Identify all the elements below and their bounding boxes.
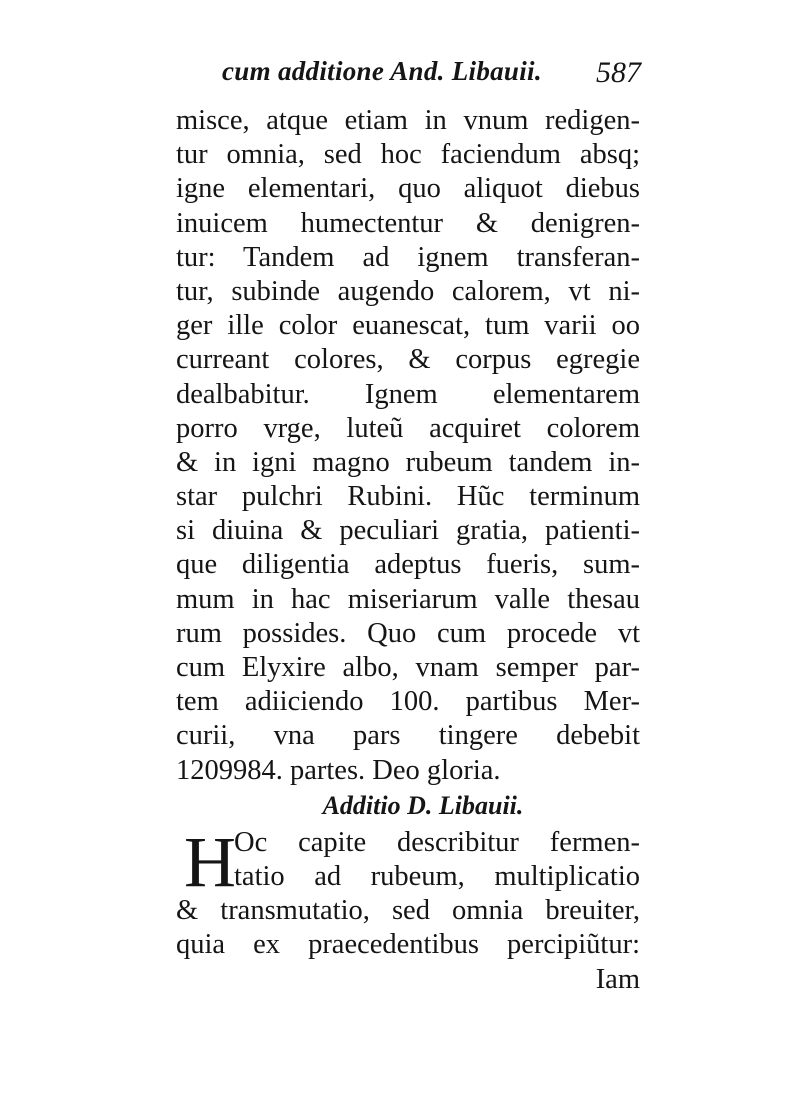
section-heading: Additio D. Libauii. bbox=[322, 790, 524, 820]
text-line: star pulchri Rubini. Hũc terminum bbox=[176, 481, 640, 513]
page-number: 587 bbox=[596, 56, 641, 89]
text-line: rum possides. Quo cum procede vt bbox=[176, 617, 640, 649]
text-line: cum Elyxire albo, vnam semper par- bbox=[176, 652, 640, 683]
page-header bbox=[200, 56, 645, 100]
text-line: tatio ad rubeum, multiplicatio bbox=[234, 860, 640, 892]
text-line: quia ex praecedentibus percipiũtur: bbox=[176, 929, 640, 961]
running-head: cum additione And. Libauii. bbox=[222, 56, 542, 86]
text-line: ger ille color euanescat, tum varii oo bbox=[176, 310, 640, 342]
text-line: & in igni magno rubeum tandem in- bbox=[176, 446, 640, 478]
text-line: Oc capite describitur fermen- bbox=[234, 826, 640, 858]
text-line: & transmutatio, sed omnia breuiter, bbox=[176, 895, 640, 927]
drop-cap: H bbox=[184, 821, 236, 902]
text-line: si diuina & peculiari gratia, patienti- bbox=[176, 515, 640, 547]
catchword: Iam bbox=[595, 963, 640, 995]
text-line: tem adiiciendo 100. partibus Mer- bbox=[176, 686, 640, 718]
addition-paragraph bbox=[176, 821, 640, 997]
text-line: tur: Tandem ad ignem transferan- bbox=[176, 241, 640, 273]
text-line: porro vrge, luteũ acquiret colorem bbox=[176, 412, 640, 444]
text-line: tur, subinde augendo calorem, vt ni- bbox=[176, 275, 640, 307]
text-line: curii, vna pars tingere debebit bbox=[176, 720, 640, 752]
text-line: que diligentia adeptus fueris, sum- bbox=[176, 549, 640, 581]
text-line: misce, atque etiam in vnum redigen- bbox=[176, 105, 640, 136]
text-line: curreant colores, & corpus egregie bbox=[176, 344, 640, 376]
text-line: tur omnia, sed hoc faciendum absq; bbox=[176, 139, 640, 171]
main-text bbox=[176, 104, 640, 997]
text-line: 1209984. partes. Deo gloria. bbox=[176, 754, 501, 786]
text-line: inuicem humectentur & denigren- bbox=[176, 207, 640, 239]
text-line: igne elementari, quo aliquot diebus bbox=[176, 173, 640, 205]
text-line: dealbabitur. Ignem elementarem bbox=[176, 378, 640, 410]
text-line: mum in hac miseriarum valle thesau bbox=[176, 583, 640, 615]
